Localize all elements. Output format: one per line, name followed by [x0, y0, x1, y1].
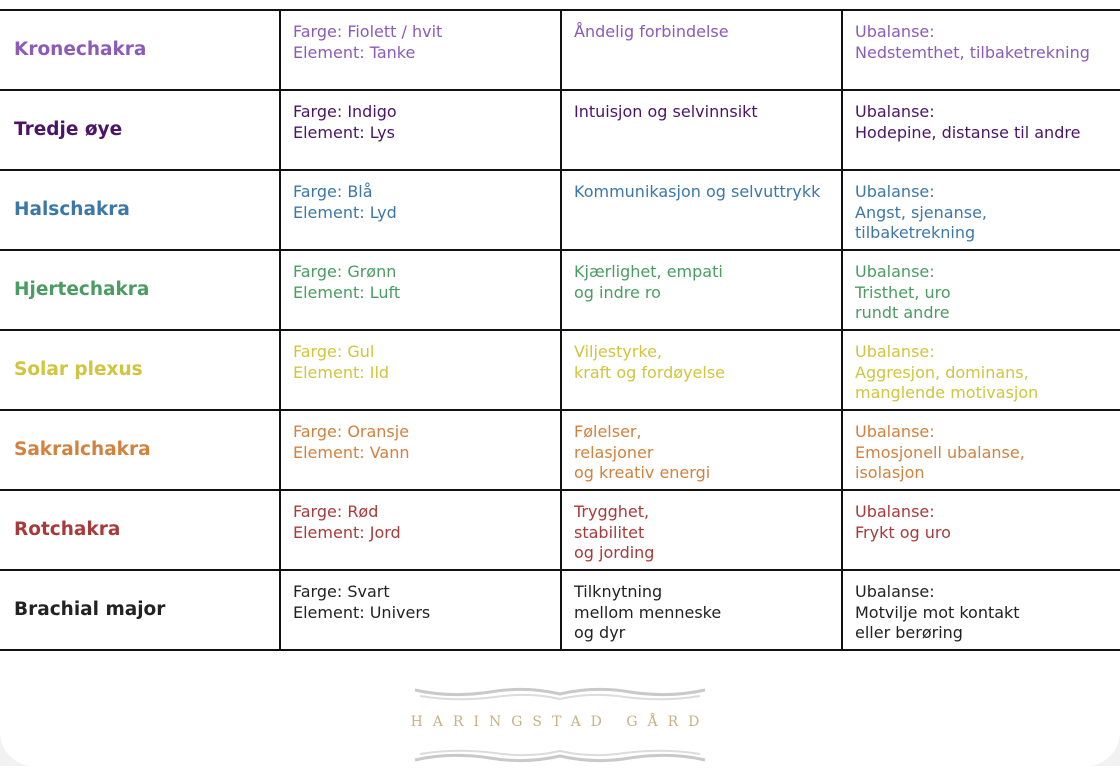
chakra-name-cell: Sakralchakra — [0, 410, 280, 490]
cell-text-line: isolasjon — [855, 463, 925, 482]
top-wave-ornament — [410, 684, 710, 708]
table-row — [0, 90, 1120, 170]
imbalance-cell — [842, 90, 1120, 170]
chakra-name-cell: Brachial major — [0, 570, 280, 650]
meaning-cell — [561, 90, 842, 170]
imbalance-cell — [842, 170, 1120, 250]
cell-text-line: Ubalanse: — [855, 102, 935, 121]
cell-text-line: Frykt og uro — [855, 522, 951, 542]
cell-text-line: Element: Ild — [293, 362, 390, 382]
cell-text-line: Farge: Fiolett / hvit — [293, 22, 443, 41]
cell-text-line: mellom menneske — [574, 602, 722, 622]
cell-text-line: Farge: Gul — [293, 342, 375, 361]
imbalance-cell — [842, 490, 1120, 570]
cell-text-line: Ubalanse: — [855, 422, 935, 441]
cell-text-line: Farge: Indigo — [293, 102, 397, 121]
cell-text-line: Ubalanse: — [855, 342, 935, 361]
cell-text-line: og dyr — [574, 623, 626, 642]
chakra-name-cell: Halschakra — [0, 170, 280, 250]
color-element-cell — [280, 570, 561, 650]
brand-logo-text: HARINGSTAD GÅRD — [410, 714, 710, 730]
cell-text-line: stabilitet — [574, 522, 645, 542]
cell-text-line: Intuisjon og selvinnsikt — [574, 102, 758, 121]
cell-text-line: Ubalanse: — [855, 22, 935, 41]
cell-text-line: Emosjonell ubalanse, — [855, 442, 1025, 462]
meaning-cell — [561, 250, 842, 330]
imbalance-cell — [842, 410, 1120, 490]
meaning-cell — [561, 330, 842, 410]
cell-text-line: Trygghet, — [574, 502, 650, 521]
cell-text-line: Ubalanse: — [855, 182, 935, 201]
cell-text-line: Element: Vann — [293, 442, 410, 462]
color-element-cell — [280, 330, 561, 410]
imbalance-cell — [842, 10, 1120, 90]
cell-text-line: Kommunikasjon og selvuttrykk — [574, 182, 821, 201]
cell-text-line: Aggresjon, dominans, — [855, 362, 1029, 382]
color-element-cell — [280, 90, 561, 170]
cell-text-line: Element: Luft — [293, 282, 401, 302]
cell-text-line: Farge: Svart — [293, 582, 390, 601]
cell-text-line: Element: Jord — [293, 522, 401, 542]
cell-text-line: Nedstemthet, tilbaketrekning — [855, 42, 1090, 62]
chakra-name-cell: Solar plexus — [0, 330, 280, 410]
color-element-cell — [280, 170, 561, 250]
imbalance-cell — [842, 570, 1120, 650]
cell-text-line: Kjærlighet, empati — [574, 262, 723, 281]
cell-text-line: Angst, sjenanse, — [855, 202, 987, 222]
color-element-cell — [280, 410, 561, 490]
cell-text-line: og jording — [574, 543, 655, 562]
cell-text-line: Ubalanse: — [855, 502, 935, 521]
cell-text-line: manglende motivasjon — [855, 383, 1039, 402]
meaning-cell — [561, 170, 842, 250]
cell-text-line: og indre ro — [574, 282, 661, 302]
cell-text-line: tilbaketrekning — [855, 223, 976, 242]
cell-text-line: relasjoner — [574, 442, 654, 462]
meaning-cell — [561, 490, 842, 570]
chakra-table — [0, 9, 1120, 651]
chakra-name-cell: Tredje øye — [0, 90, 280, 170]
cell-text-line: Hodepine, distanse til andre — [855, 122, 1081, 142]
imbalance-cell — [842, 250, 1120, 330]
cell-text-line: Farge: Oransje — [293, 422, 410, 441]
meaning-cell — [561, 410, 842, 490]
table-row — [0, 170, 1120, 250]
cell-text-line: eller berøring — [855, 623, 963, 642]
cell-text-line: rundt andre — [855, 303, 950, 322]
table-row — [0, 490, 1120, 570]
cell-text-line: Element: Tanke — [293, 42, 416, 62]
imbalance-cell — [842, 330, 1120, 410]
table-row — [0, 330, 1120, 410]
color-element-cell — [280, 250, 561, 330]
cell-text-line: Farge: Blå — [293, 182, 373, 201]
chakra-name-cell: Kronechakra — [0, 10, 280, 90]
cell-text-line: Element: Lyd — [293, 202, 397, 222]
cell-text-line: Motvilje mot kontakt — [855, 602, 1020, 622]
cell-text-line: og kreativ energi — [574, 463, 711, 482]
cell-text-line: Viljestyrke, — [574, 342, 663, 361]
cell-text-line: Tilknytning — [574, 582, 663, 601]
cell-text-line: Åndelig forbindelse — [574, 22, 729, 41]
color-element-cell — [280, 10, 561, 90]
cell-text-line: Element: Univers — [293, 602, 431, 622]
cell-text-line: Farge: Rød — [293, 502, 379, 521]
meaning-cell — [561, 570, 842, 650]
table-row — [0, 250, 1120, 330]
chakra-name-cell: Rotchakra — [0, 490, 280, 570]
table-row — [0, 410, 1120, 490]
cell-text-line: kraft og fordøyelse — [574, 362, 725, 382]
bottom-wave-ornament — [410, 744, 710, 768]
color-element-cell — [280, 490, 561, 570]
footer — [0, 684, 1120, 766]
cell-text-line: Ubalanse: — [855, 262, 935, 281]
cell-text-line: Element: Lys — [293, 122, 395, 142]
chakra-name-cell: Hjertechakra — [0, 250, 280, 330]
table-row — [0, 10, 1120, 90]
cell-text-line: Følelser, — [574, 422, 642, 441]
chakra-table-body — [0, 10, 1120, 650]
cell-text-line: Ubalanse: — [855, 582, 935, 601]
cell-text-line: Tristhet, uro — [855, 282, 951, 302]
meaning-cell — [561, 10, 842, 90]
cell-text-line: Farge: Grønn — [293, 262, 397, 281]
table-row — [0, 570, 1120, 650]
